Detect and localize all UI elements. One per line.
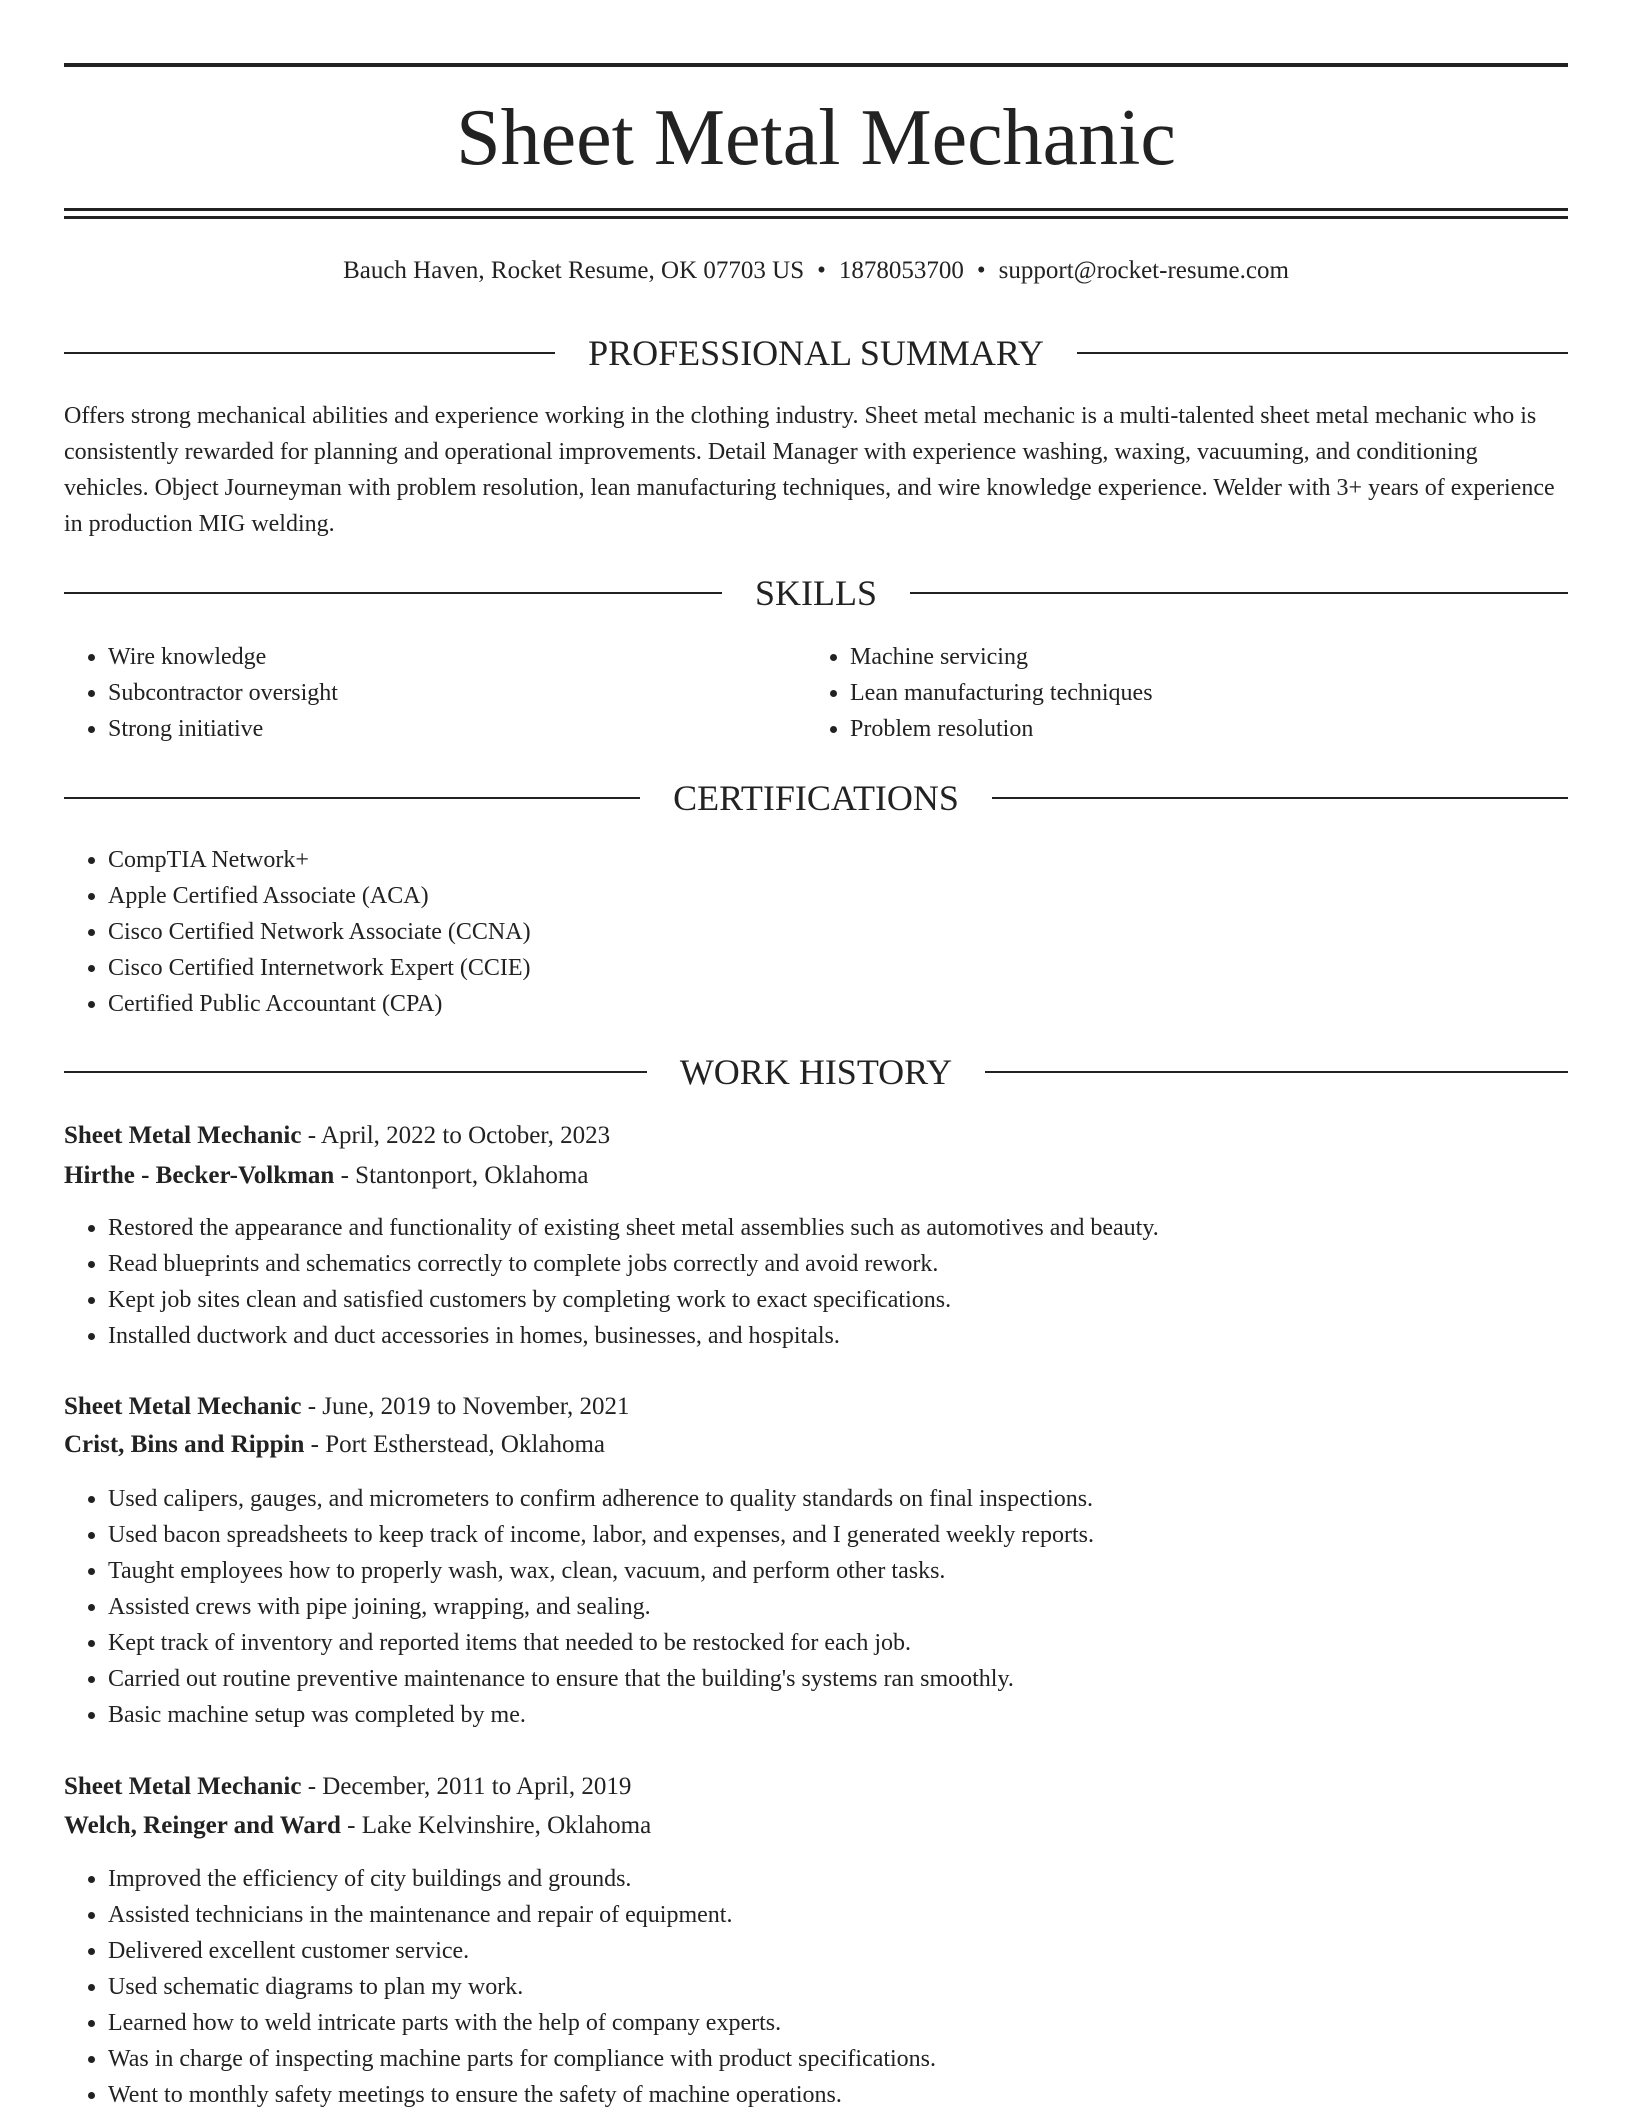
heading-rule-left — [64, 592, 722, 594]
heading-rule-right — [910, 592, 1568, 594]
job-company: Welch, Reinger and Ward — [64, 1812, 341, 1839]
certifications-list — [64, 842, 1568, 1022]
summary-section-heading — [64, 331, 1568, 375]
job-bullet: • Installed ductwork and duct accessories in homes, businesses, and hospitals. — [108, 1318, 1568, 1354]
job-dates: - June, 2019 to November, 2021 — [301, 1393, 630, 1420]
skill-item: • Strong initiative — [108, 711, 808, 747]
job-location: - Port Estherstead, Oklahoma — [304, 1431, 605, 1458]
skill-item: • Wire knowledge — [108, 639, 808, 675]
skills-list-left — [64, 639, 808, 747]
job-title-line — [64, 1117, 1568, 1155]
job-bullet: • Was in charge of inspecting machine parts for compliance with product specifications. — [108, 2041, 1568, 2077]
header-top-rule — [64, 63, 1568, 67]
job-bullet: • Taught employees how to properly wash, wax, clean, vacuum, and perform other tasks. — [108, 1553, 1568, 1589]
job-bullet: • Kept job sites clean and satisfied customers by completing work to exact specifications. — [108, 1282, 1568, 1318]
job-bullet: • Kept track of inventory and reported items that needed to be restocked for each job. — [108, 1625, 1568, 1661]
job-title: Sheet Metal Mechanic — [64, 1122, 302, 1149]
skill-item: • Machine servicing — [850, 639, 1550, 675]
job-bullet: • Used calipers, gauges, and micrometers to confirm adherence to quality standards on final inspections. — [108, 1481, 1568, 1517]
job-bullet-list — [64, 1861, 1568, 2113]
job-location: - Lake Kelvinshire, Oklahoma — [340, 1812, 652, 1839]
header-double-rule-lower — [64, 216, 1568, 219]
job-location: - Stantonport, Oklahoma — [334, 1162, 589, 1189]
certifications-section-heading — [64, 776, 1568, 820]
job-company: Crist, Bins and Rippin — [64, 1431, 305, 1458]
job-title-line — [64, 1768, 1568, 1806]
header-double-rule-upper — [64, 208, 1568, 211]
work-history-section-heading — [64, 1050, 1568, 1094]
work-history-heading-title: WORK HISTORY — [679, 1052, 953, 1092]
resume-name: Sheet Metal Mechanic — [456, 94, 1176, 182]
job-company-line — [64, 1157, 1568, 1195]
job-bullet: • Improved the efficiency of city buildings and grounds. — [108, 1861, 1568, 1897]
job-bullet: • Carried out routine preventive maintenance to ensure that the building's systems ran smoothly. — [108, 1661, 1568, 1697]
job-dates: - December, 2011 to April, 2019 — [301, 1773, 632, 1800]
heading-rule-right — [985, 1071, 1568, 1073]
job-title: Sheet Metal Mechanic — [64, 1773, 302, 1800]
skill-item: • Subcontractor oversight — [108, 675, 808, 711]
certification-item: • Apple Certified Associate (ACA) — [108, 878, 1568, 914]
heading-rule-left — [64, 352, 555, 354]
heading-rule-right — [1077, 352, 1568, 354]
certifications-heading-title: CERTIFICATIONS — [673, 778, 959, 818]
skills-section-heading — [64, 571, 1568, 615]
skill-item: • Problem resolution — [850, 711, 1550, 747]
job-bullet: • Used schematic diagrams to plan my work. — [108, 1969, 1568, 2005]
skill-item: • Lean manufacturing techniques — [850, 675, 1550, 711]
certification-item: • Cisco Certified Network Associate (CCNA) — [108, 914, 1568, 950]
job-dates: - April, 2022 to October, 2023 — [301, 1122, 611, 1149]
job-bullet: • Delivered excellent customer service. — [108, 1933, 1568, 1969]
contact-address: Bauch Haven, Rocket Resume, OK 07703 US — [343, 257, 805, 284]
job-bullet-list — [64, 1210, 1568, 1354]
summary-heading-title: PROFESSIONAL SUMMARY — [588, 333, 1044, 373]
certification-item: • CompTIA Network+ — [108, 842, 1568, 878]
job-company-line — [64, 1426, 1568, 1464]
contact-line — [64, 255, 1568, 287]
contact-email: support@rocket-resume.com — [998, 257, 1289, 284]
job-bullet: • Assisted technicians in the maintenance and repair of equipment. — [108, 1897, 1568, 1933]
skills-list-right — [806, 639, 1550, 747]
job-bullet-list — [64, 1481, 1568, 1733]
certification-item: • Cisco Certified Internetwork Expert (CCIE) — [108, 950, 1568, 986]
job-title: Sheet Metal Mechanic — [64, 1393, 302, 1420]
job-bullet: • Used bacon spreadsheets to keep track of income, labor, and expenses, and I generated weekly reports. — [108, 1517, 1568, 1553]
job-bullet: • Read blueprints and schematics correctly to complete jobs correctly and avoid rework. — [108, 1246, 1568, 1282]
job-company: Hirthe - Becker-Volkman — [64, 1162, 335, 1189]
summary-text: Offers strong mechanical abilities and experience working in the clothing industry. Sheet metal mechanic is a multi-talented sheet metal mechanic who is consistently rewarded for planning and operational improvements. Detail Manager with experience washing, waxing, vacuuming, and conditioning vehicles. Object Journeyman with problem resolution, lean manufacturing techniques, and wire knowledge experience. Welder with 3+ years of experience in production MIG welding. — [64, 403, 1555, 537]
heading-rule-left — [64, 1071, 647, 1073]
job-title-line — [64, 1388, 1568, 1426]
heading-rule-right — [992, 797, 1568, 799]
job-bullet: • Went to monthly safety meetings to ensure the safety of machine operations. — [108, 2077, 1568, 2113]
heading-rule-left — [64, 797, 640, 799]
certification-item: • Certified Public Accountant (CPA) — [108, 986, 1568, 1022]
contact-separator: • — [976, 257, 986, 284]
job-company-line — [64, 1807, 1568, 1845]
contact-separator: • — [817, 257, 826, 284]
job-bullet: • Restored the appearance and functionality of existing sheet metal assemblies such as automotives and beauty. — [108, 1210, 1568, 1246]
job-bullet: • Learned how to weld intricate parts with the help of company experts. — [108, 2005, 1568, 2041]
skills-heading-title: SKILLS — [755, 573, 878, 613]
contact-phone: 1878053700 — [838, 257, 964, 284]
job-bullet: • Basic machine setup was completed by me. — [108, 1697, 1568, 1733]
job-bullet: • Assisted crews with pipe joining, wrapping, and sealing. — [108, 1589, 1568, 1625]
